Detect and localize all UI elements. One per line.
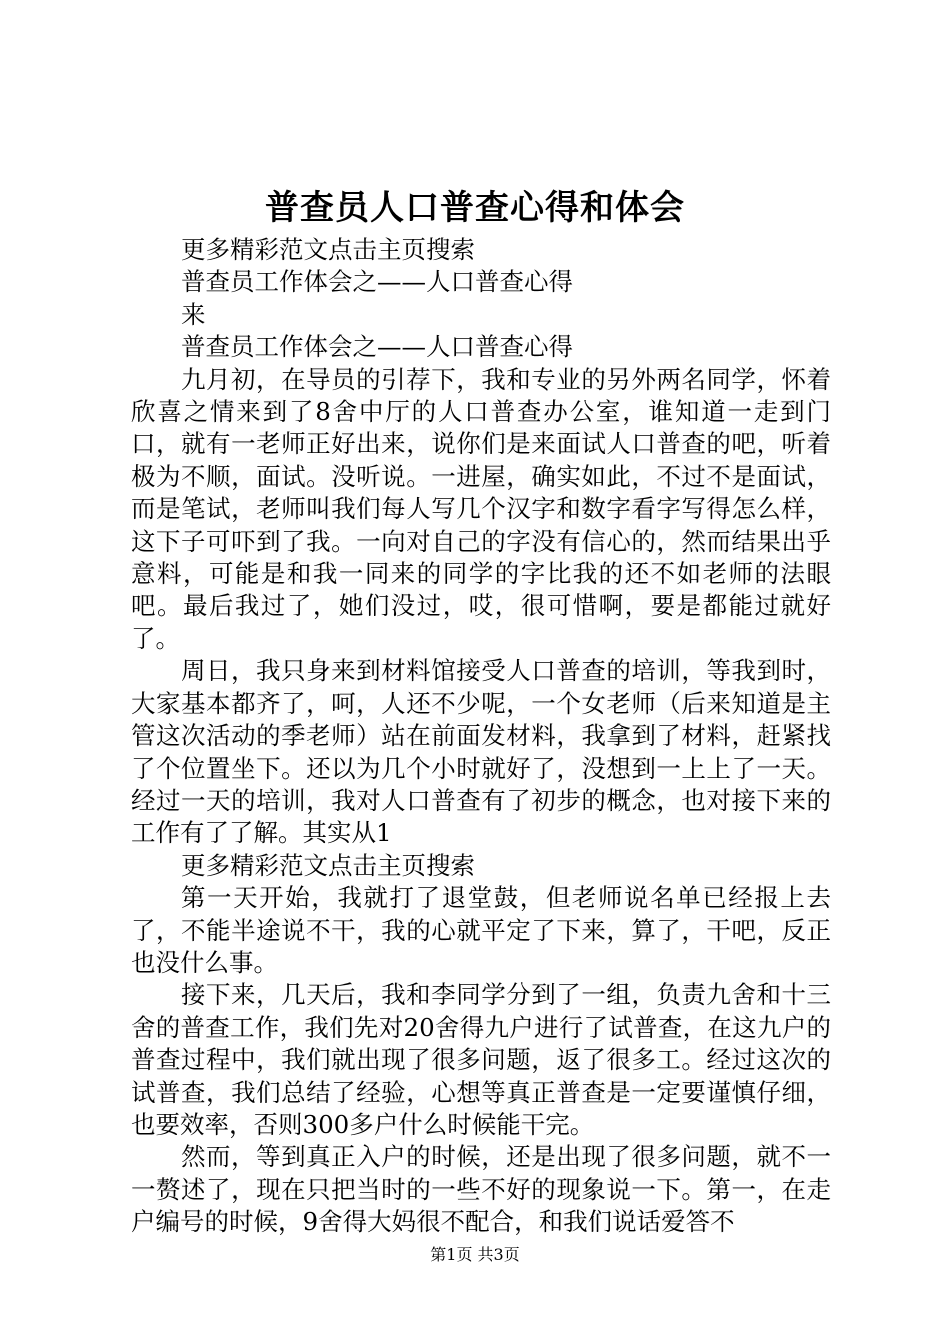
document-body [131, 234, 831, 1239]
paragraph: 更多精彩范文点击主页搜索 [181, 850, 475, 880]
document-title: 普查员人口普查心得和体会 [265, 188, 685, 228]
paragraph: 接下来，几天后，我和李同学分到了一组，负责九舍和十三舍的普查工作，我们先对20舍得九户进行了试普查，在这九户的普查过程中，我们就出现了很多问题，返了很多工。经过这次的试普查，我们总结了经验，心想等真正普查是一定要谨慎仔细，也要效率，否则300多户什么时候能干完。 [131, 980, 831, 1139]
page-number-footer: 第1页 共3页 [430, 1245, 520, 1264]
paragraph: 来 [181, 299, 206, 329]
paragraph: 第一天开始，我就打了退堂鼓，但老师说名单已经报上去了，不能半途说不干，我的心就平定了下来，算了，干吧，反正也没什么事。 [131, 883, 831, 977]
paragraph: 周日，我只身来到材料馆接受人口普查的培训，等我到时，大家基本都齐了，呵，人还不少呢，一个女老师（后来知道是主管这次活动的季老师）站在前面发材料，我拿到了材料，赶紧找了个位置坐下。还以为几个小时就好了，没想到一上上了一天。经过一天的培训，我对人口普查有了初步的概念，也对接下来的工作有了了解。其实从1 [131, 656, 831, 848]
paragraph: 普查员工作体会之——人口普查心得 [181, 332, 573, 362]
paragraph: 九月初，在导员的引荐下，我和专业的另外两名同学，怀着欣喜之情来到了8舍中厅的人口普查办公室，谁知道一走到门口，就有一老师正好出来，说你们是来面试人口普查的吧，听着极为不顺，面试。没听说。一进屋，确实如此，不过不是面试，而是笔试，老师叫我们每人写几个汉字和数字看字写得怎么样，这下子可吓到了我。一向对自己的字没有信心的，然而结果出乎意料，可能是和我一同来的同学的字比我的还不如老师的法眼吧。最后我过了，她们没过，哎，很可惜啊，要是都能过就好了。 [131, 364, 831, 653]
paragraph: 普查员工作体会之——人口普查心得 [181, 267, 573, 297]
paragraph: 然而，等到真正入户的时候，还是出现了很多问题，就不一一赘述了，现在只把当时的一些不好的现象说一下。第一，在走户编号的时候，9舍得大妈很不配合，和我们说话爱答不 [131, 1142, 831, 1237]
paragraph: 更多精彩范文点击主页搜索 [181, 235, 475, 264]
